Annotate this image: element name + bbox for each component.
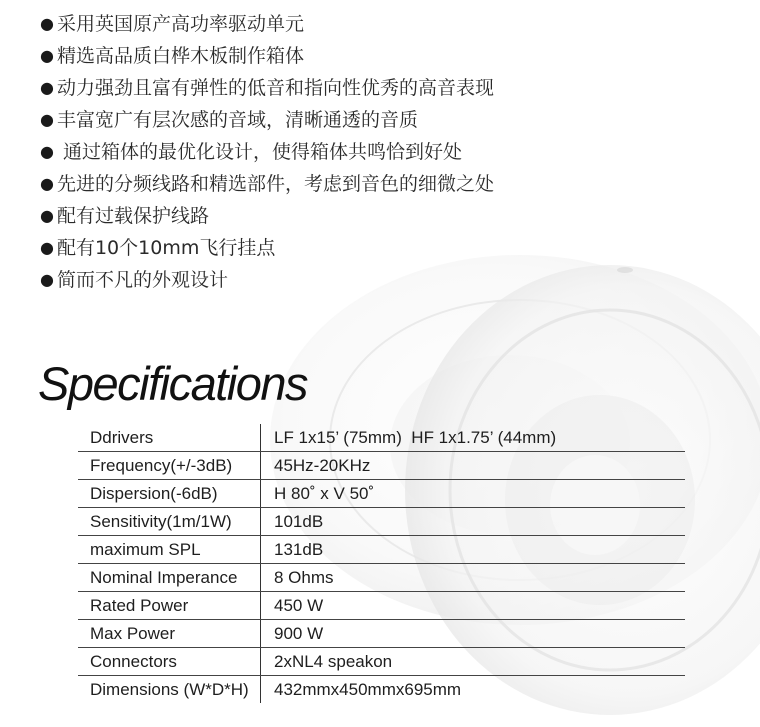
bullet-icon: ● <box>40 206 54 225</box>
spec-key: Ddrivers <box>78 424 261 452</box>
spec-key: Connectors <box>78 648 261 676</box>
specifications-title: Specifications <box>38 357 307 410</box>
spec-value: 131dB <box>261 536 686 564</box>
spec-key: Rated Power <box>78 592 261 620</box>
feature-item <box>40 200 494 232</box>
spec-key: Frequency(+/-3dB) <box>78 452 261 480</box>
spec-row <box>78 564 685 592</box>
spec-row <box>78 620 685 648</box>
spec-row <box>78 508 685 536</box>
spec-key: maximum SPL <box>78 536 261 564</box>
feature-text: 配有过载保护线路 <box>56 205 209 227</box>
spec-row <box>78 648 685 676</box>
bullet-icon: ● <box>40 270 54 289</box>
feature-text: 配有10个10mm飞行挂点 <box>56 237 276 259</box>
spec-value: 45Hz-20KHz <box>261 452 686 480</box>
spec-key: Dispersion(-6dB) <box>78 480 261 508</box>
spec-row <box>78 536 685 564</box>
spec-value: LF 1x15’ (75mm) HF 1x1.75’ (44mm) <box>261 424 686 452</box>
bullet-icon: ● <box>40 110 54 129</box>
spec-key: Nominal Imperance <box>78 564 261 592</box>
feature-item <box>40 40 494 72</box>
spec-row <box>78 424 685 452</box>
feature-text: 通过箱体的最优化设计，使得箱体共鸣恰到好处 <box>56 141 463 163</box>
bullet-icon: ● <box>40 14 54 33</box>
spec-row <box>78 592 685 620</box>
feature-item <box>40 232 494 264</box>
spec-value: 8 Ohms <box>261 564 686 592</box>
feature-item <box>40 168 494 200</box>
feature-item <box>40 72 494 104</box>
spec-key: Dimensions (W*D*H) <box>78 676 261 704</box>
spec-value: 432mmx450mmx695mm <box>274 679 462 699</box>
spec-value: 450 W <box>261 592 686 620</box>
feature-text: 采用英国原产高功率驱动单元 <box>56 13 304 35</box>
feature-list <box>40 8 494 296</box>
spec-value: H 80˚ x V 50˚ <box>261 480 686 508</box>
spec-value: 900 W <box>261 620 686 648</box>
bullet-icon: ● <box>40 174 54 193</box>
feature-item <box>40 104 494 136</box>
spec-row <box>78 676 685 704</box>
spec-key: Sensitivity(1m/1W) <box>78 508 261 536</box>
spec-value: 2xNL4 speakon <box>261 648 686 676</box>
feature-item <box>40 136 494 168</box>
spec-value: 101dB <box>261 508 686 536</box>
feature-item <box>40 8 494 40</box>
bullet-icon: ● <box>40 238 54 257</box>
feature-text: 丰富宽广有层次感的音域，清晰通透的音质 <box>56 109 418 131</box>
spec-row <box>78 480 685 508</box>
spec-key: Max Power <box>78 620 261 648</box>
bullet-icon: ● <box>40 142 54 161</box>
bullet-icon: ● <box>40 78 54 97</box>
spec-row <box>78 452 685 480</box>
feature-text: 简而不凡的外观设计 <box>56 269 228 291</box>
specifications-table <box>78 424 685 703</box>
bullet-icon: ● <box>40 46 54 65</box>
feature-text: 精选高品质白桦木板制作箱体 <box>56 45 304 67</box>
feature-text: 先进的分频线路和精选部件，考虑到音色的细微之处 <box>56 173 494 195</box>
feature-item <box>40 264 494 296</box>
feature-text: 动力强劲且富有弹性的低音和指向性优秀的高音表现 <box>56 77 494 99</box>
